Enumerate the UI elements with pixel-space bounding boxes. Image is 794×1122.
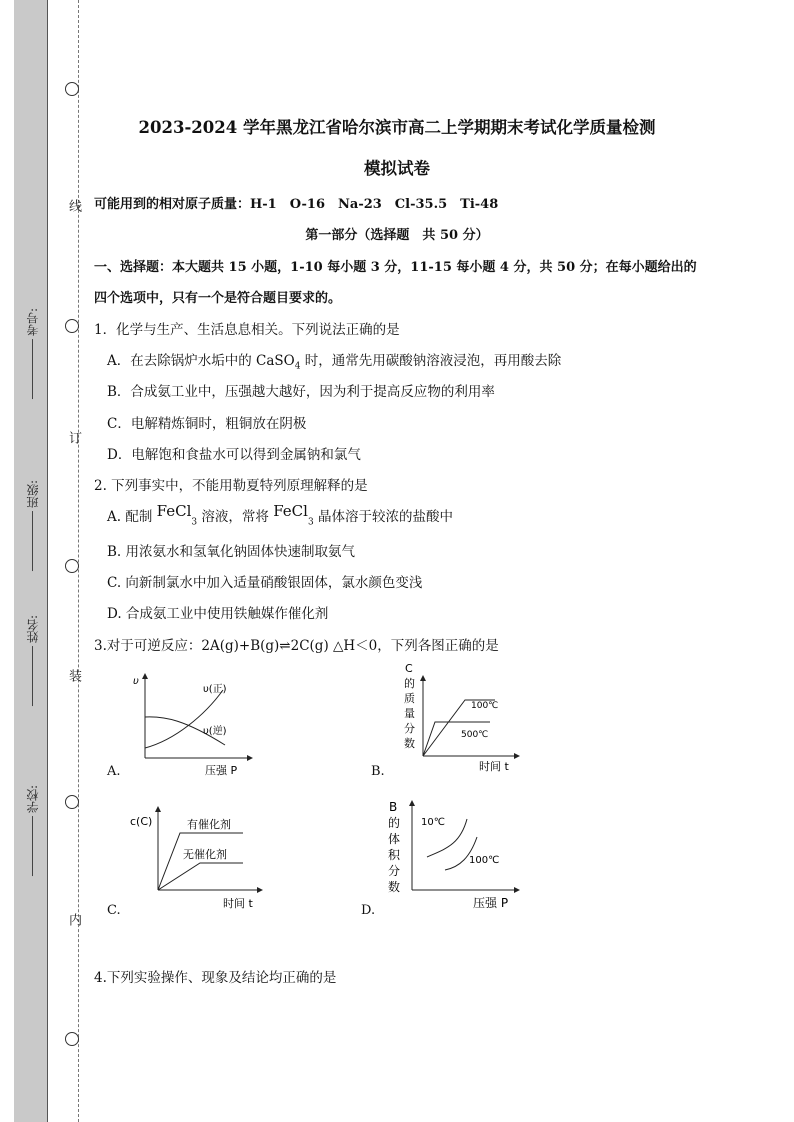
margin-char-ding: 订 xyxy=(66,431,81,444)
y-label-char: C xyxy=(405,662,413,675)
section-intro-1: 一、选择题：本大题共 15 小题，1-10 每小题 3 分，11-15 每小题 4 分，共 50 分；在每小题给出的 xyxy=(94,260,697,275)
curve-label-reverse: υ(逆) xyxy=(203,726,227,737)
y-label: c(C) xyxy=(130,815,153,828)
q1-option-c: C．电解精炼铜时，粗铜放在阴极 xyxy=(107,416,307,432)
y-label-char: 数 xyxy=(388,880,401,894)
field-name xyxy=(24,615,41,709)
y-label-char: 质 xyxy=(404,692,415,705)
field-blank xyxy=(33,646,34,706)
q1-option-b: B．合成氨工业中，压强越大越好，因为利于提高反应物的利用率 xyxy=(107,384,495,400)
field-school xyxy=(24,785,41,879)
q2-option-a xyxy=(107,502,453,528)
q1-option-a xyxy=(107,349,561,372)
curve-label-10c: 10℃ xyxy=(421,817,445,828)
curve-label-500c: 500℃ xyxy=(461,730,489,740)
y-label-vertical xyxy=(388,800,401,894)
x-label: 时间 t xyxy=(479,760,509,773)
q2-a-formula-sub: 3 xyxy=(191,517,198,528)
q2-option-b: B. 用浓氨水和氢氧化钠固体快速制取氨气 xyxy=(107,544,356,560)
field-label: 学校: xyxy=(26,785,40,814)
section-intro-2: 四个选项中，只有一个是符合题目要求的。 xyxy=(94,291,342,306)
q2-a-formula: FeCl xyxy=(156,502,192,520)
y-label-char: B xyxy=(389,800,398,814)
curve-without-catalyst xyxy=(158,863,243,890)
y-label-char: 积 xyxy=(388,848,401,862)
margin-char-nei: 内 xyxy=(66,913,81,926)
x-label: 时间 t xyxy=(223,897,253,910)
y-label-char: 的 xyxy=(404,677,415,690)
binding-hole xyxy=(65,1032,79,1046)
margin-char-zhuang: 装 xyxy=(66,669,81,682)
q1-stem: 1．化学与生产、生活息息相关。下列说法正确的是 xyxy=(94,322,400,338)
field-blank xyxy=(33,816,34,876)
y-label-vertical xyxy=(404,662,415,750)
q3-chart-c xyxy=(125,803,265,913)
page-title-line2: 模拟试卷 xyxy=(364,159,430,178)
curve-label-forward: υ(正) xyxy=(203,684,227,695)
field-label: 姓名: xyxy=(26,615,40,644)
q3-chart-b xyxy=(395,660,525,775)
x-label: 压强 P xyxy=(205,764,238,777)
y-label-char: 量 xyxy=(404,707,415,720)
y-label-char: 分 xyxy=(388,864,401,878)
q1-option-d: D．电解饱和食盐水可以得到金属钠和氯气 xyxy=(107,447,361,463)
margin-char-xian: 线 xyxy=(66,199,81,212)
q3-label-b: B. xyxy=(371,764,385,779)
q3-label-d: D. xyxy=(361,903,376,918)
q2-option-d: D. 合成氨工业中使用铁触媒作催化剂 xyxy=(107,606,329,622)
q3-label-a: A. xyxy=(107,764,121,779)
q2-a-text: A. 配制 xyxy=(107,509,157,525)
q3-label-c: C. xyxy=(107,903,121,918)
curve-label-with-catalyst: 有催化剂 xyxy=(187,818,231,831)
q2-a-text-end: 晶体溶于较浓的盐酸中 xyxy=(313,509,453,525)
q4-stem: 4.下列实验操作、现象及结论均正确的是 xyxy=(94,970,337,986)
x-label: 压强 P xyxy=(473,896,509,910)
q2-a-text-mid: 溶液，常将 xyxy=(197,509,274,525)
q1-a-subscript: 4 xyxy=(294,361,301,372)
binding-hole xyxy=(65,319,79,333)
field-blank xyxy=(33,511,34,571)
part-heading: 第一部分（选择题 共 50 分） xyxy=(305,228,489,243)
q3-stem: 3.对于可逆反应：2A(g)+B(g)⇌2C(g) △H＜0，下列各图正确的是 xyxy=(94,638,499,654)
q3-chart-a xyxy=(125,670,255,780)
y-label-char: 数 xyxy=(404,737,415,750)
q3-chart-d xyxy=(385,797,525,915)
field-blank xyxy=(33,339,34,399)
q1-a-text: A．在去除锅炉水垢中的 CaSO xyxy=(107,353,295,369)
y-label-char: 的 xyxy=(388,816,401,830)
q2-stem: 2. 下列事实中，不能用勒夏特列原理解释的是 xyxy=(94,478,368,494)
curve-label-100c: 100℃ xyxy=(469,855,500,866)
curve-label-without-catalyst: 无催化剂 xyxy=(183,848,227,861)
curve-label-100c: 100℃ xyxy=(471,701,499,711)
y-label-char: 体 xyxy=(388,832,401,846)
y-label-char: 分 xyxy=(404,722,415,735)
field-exam-number xyxy=(24,308,41,402)
y-label: υ xyxy=(133,676,139,687)
q2-a-formula: FeCl xyxy=(273,502,308,520)
curve-forward xyxy=(145,690,223,748)
q2-a-formula-sub: 3 xyxy=(307,517,314,528)
binding-hole xyxy=(65,82,79,96)
page-title-line1: 2023-2024 学年黑龙江省哈尔滨市高二上学期期末考试化学质量检测 xyxy=(138,118,656,137)
field-label: 考号: xyxy=(26,308,40,337)
atomic-masses: 可能用到的相对原子质量：H-1 O-16 Na-23 Cl-35.5 Ti-48 xyxy=(94,197,499,212)
field-label: 班级: xyxy=(26,480,40,509)
binding-hole xyxy=(65,559,79,573)
cut-line xyxy=(78,0,79,1122)
q2-option-c: C. 向新制氯水中加入适量硝酸银固体，氯水颜色变浅 xyxy=(107,575,423,591)
q1-a-text-end: 时，通常先用碳酸钠溶液浸泡，再用酸去除 xyxy=(300,353,562,369)
binding-hole xyxy=(65,795,79,809)
field-class xyxy=(24,480,41,574)
